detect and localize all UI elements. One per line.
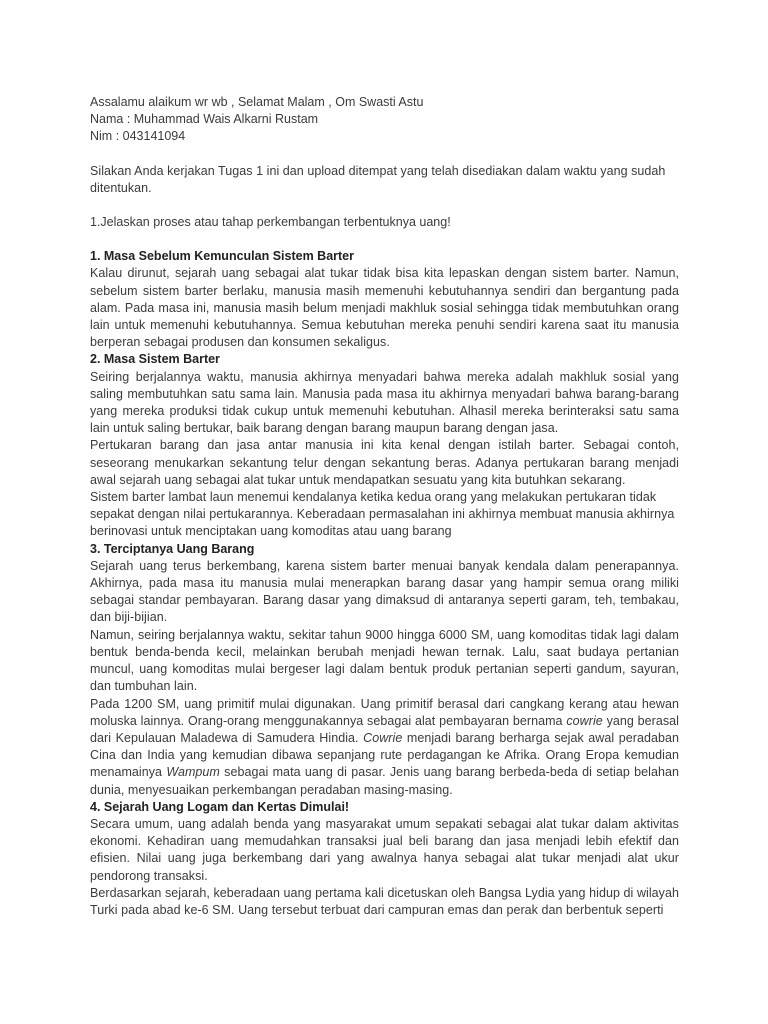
italic-term: Wampum	[166, 765, 220, 780]
section-paragraph: Secara umum, uang adalah benda yang masyarakat umum sepakati sebagai alat tukar dalam aktivitas ekonomi. Kehadiran uang memudahkan transaksi jual beli barang dan jasa menjadi lebih efektif dan efisien. Nilai uang juga berkembang dari yang awalnya hanya sebagai alat tukar menjadi alat ukur pendorong transaksi.	[90, 816, 679, 883]
question-text: 1.Jelaskan proses atau tahap perkembangan terbentuknya uang!	[90, 215, 451, 230]
section-paragraph: Seiring berjalannya waktu, manusia akhirnya menyadari bahwa mereka adalah makhluk sosial yang saling membutuhkan satu sama lain. Manusia pada masa itu akhirnya menyadari bahwa barang-barang yang mereka produksi tidak cukup untuk memenuhi kebutuhan. Alhasil mereka berinteraksi satu sama lain untuk saling bertukar, baik barang dengan barang maupun barang dengan jasa.	[90, 369, 679, 436]
italic-term: cowrie	[566, 713, 603, 728]
text-run: menjadi barang berharga sejak awal peradaban Cina dan India yang kemudian dibawa sepanjang rute perdagangan ke Afrika. Orang Eropa kemudian menamainya	[90, 730, 679, 780]
section-paragraph: Sejarah uang terus berkembang, karena sistem barter menuai banyak kendala dalam penerapannya. Akhirnya, pada masa itu manusia mulai menerapkan barang dasar yang hampir semua orang miliki sebagai standar pembayaran. Barang dasar yang dimaksud di antaranya seperti garam, teh, tembakau, dan biji-bijian.	[90, 558, 679, 625]
text-run: yang berasal dari Kepulauan Maladewa di Samudera Hindia.	[90, 713, 680, 745]
instruction-text: Silakan Anda kerjakan Tugas 1 ini dan upload ditempat yang telah disediakan dalam waktu yang sudah ditentukan.	[90, 163, 666, 195]
italic-term: Cowrie	[363, 730, 403, 745]
section-heading: 2. Masa Sistem Barter	[90, 352, 220, 367]
document-page	[90, 94, 679, 919]
text-run: Pada 1200 SM, uang primitif mulai digunakan. Uang primitif berasal dari cangkang kerang atau hewan moluska lainnya. Orang-orang menggunakannya sebagai alat pembayaran bernama	[90, 696, 679, 728]
section-heading: 1. Masa Sebelum Kemunculan Sistem Barter	[90, 249, 354, 264]
section-paragraph: Namun, seiring berjalannya waktu, sekitar tahun 9000 hingga 6000 SM, uang komoditas tidak lagi dalam bentuk benda-benda kecil, melainkan berubah menjadi hewan ternak. Lalu, saat budaya pertanian muncul, uang komoditas mulai bergeser lagi dalam bentuk produk pertanian seperti gandum, sayuran, dan tumbuhan lain.	[90, 627, 679, 694]
greeting-line: Assalamu alaikum wr wb , Selamat Malam , Om Swasti Astu	[90, 95, 424, 109]
student-nim-line: Nim : 043141094	[90, 129, 186, 144]
section-heading: 4. Sejarah Uang Logam dan Kertas Dimulai!	[90, 799, 350, 814]
section-paragraph: Pertukaran barang dan jasa antar manusia ini kita kenal dengan istilah barter. Sebagai contoh, seseorang menukarkan sekantung telur dengan sekantung beras. Adanya pertukaran barang menjadi awal sejarah uang sebagai alat tukar untuk mendapatkan sesuatu yang kita butuhkan sekarang.	[90, 438, 679, 487]
section-paragraph: Kalau dirunut, sejarah uang sebagai alat tukar tidak bisa kita lepaskan dengan sistem barter. Namun, sebelum sistem barter berlaku, manusia masih memenuhi kebutuhannya sendiri dan bergantung pada alam. Pada masa ini, manusia masih belum menjadi makhluk sosial sehingga tidak membutuhkan orang lain untuk memenuhi kebutuhannya. Semua kebutuhan mereka penuhi sendiri karena saat itu manusia berperan sebagai produsen dan konsumen sekaligus.	[90, 266, 679, 350]
section-paragraph: Berdasarkan sejarah, keberadaan uang pertama kali dicetuskan oleh Bangsa Lydia yang hidup di wilayah Turki pada abad ke-6 SM. Uang tersebut terbuat dari campuran emas dan perak dan berbentuk seperti	[90, 885, 679, 917]
text-run: sebagai mata uang di pasar. Jenis uang barang berbeda-beda di setiap belahan dunia, menyesuaikan perkembangan peradaban masing-masing.	[90, 765, 679, 797]
section-heading: 3. Terciptanya Uang Barang	[90, 541, 255, 556]
section-paragraph: Sistem barter lambat laun menemui kendalanya ketika kedua orang yang melakukan pertukaran tidak sepakat dengan nilai pertukarannya. Keberadaan permasalahan ini akhirnya membuat manusia akhirnya berinovasi untuk menciptakan uang komoditas atau uang barang	[90, 490, 675, 539]
spacer	[90, 197, 679, 214]
section-paragraph-with-italics	[90, 696, 679, 799]
student-name-line: Nama : Muhammad Wais Alkarni Rustam	[90, 112, 319, 127]
spacer	[90, 146, 679, 163]
spacer	[90, 231, 679, 248]
